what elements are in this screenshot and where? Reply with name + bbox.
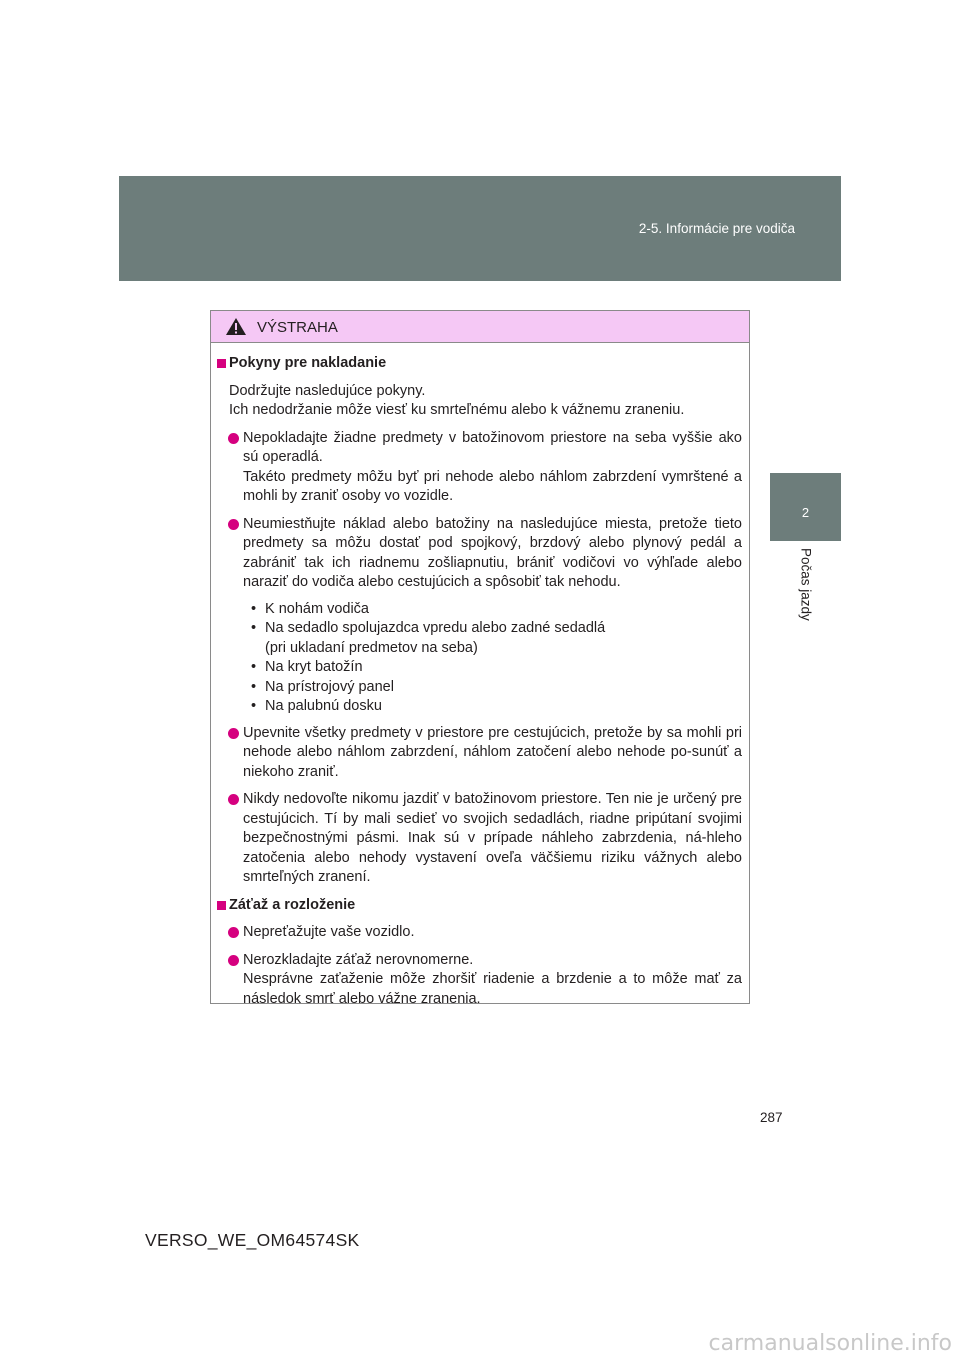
warning-title: VÝSTRAHA (257, 319, 338, 336)
bullet-item (217, 923, 742, 943)
circle-bullet-icon (228, 519, 239, 530)
chapter-label-container (770, 548, 841, 638)
page-number: 287 (760, 1110, 783, 1125)
circle-bullet-icon (228, 955, 239, 966)
bullet-text: Nerozkladajte záťaž nerovnomerne. (243, 951, 474, 968)
circle-bullet-icon (228, 433, 239, 444)
square-bullet-icon (217, 359, 226, 368)
list-item (251, 619, 742, 658)
circle-bullet-icon (228, 927, 239, 938)
bullet-text: Nikdy nedovoľte nikomu jazdiť v batožinovom priestore. Ten nie je určený pre cestujúcich. Tí by mali sedieť vo svojich sedadlách, riadne pripútaní svojimi bezpečnostnými pásmi. Inak sú v prípade náhleho zabrzdenia, ná-hleho zatočenia alebo nehody vystavení oveľa väčšiemu riziku vážnych alebo smrteľných zranení. (243, 791, 742, 885)
section-title: 2-5. Informácie pre vodiča (638, 221, 795, 236)
warning-box (210, 310, 750, 1007)
square-bullet-icon (217, 901, 226, 910)
watermark-text: carmanualsonline.info (708, 1331, 952, 1356)
bullet-item (217, 951, 742, 1010)
list-marker: • (251, 678, 257, 695)
list-marker: • (251, 620, 257, 636)
intro-line: Dodržujte nasledujúce pokyny. (229, 382, 426, 399)
list-item (251, 658, 742, 678)
bullet-text: Nepokladajte žiadne predmety v batožinovom priestore na seba vyššie ako sú operadlá. (243, 429, 742, 465)
bullet-item (217, 724, 742, 783)
section-heading-loading (217, 354, 742, 374)
intro-line: Ich nedodržanie môže viesť ku smrteľnému alebo k vážnemu zraneniu. (229, 402, 685, 418)
section-header-band (119, 176, 841, 281)
bullet-item (217, 429, 742, 507)
section-heading-load-distribution (217, 896, 742, 916)
list-marker: • (251, 698, 257, 714)
list-item (251, 678, 742, 698)
list-item-text: Na prístrojový panel (265, 678, 394, 695)
circle-bullet-icon (228, 794, 239, 805)
chapter-number: 2 (801, 505, 810, 520)
list-item-text: Na sedadlo spolujazdca vpredu alebo zadné sedadlá (265, 620, 606, 636)
warning-header (211, 311, 749, 343)
section-heading-text: Záťaž a rozloženie (229, 896, 356, 913)
list-item-text: (pri ukladaní predmetov na seba) (265, 639, 478, 656)
bullet-text: Neumiestňujte náklad alebo batožiny na nasledujúce miesta, pretože tieto predmety sa môžu dostať pod spojkový, brzdový alebo plynový pedál a zabrániť tak ich riadnemu zošliapnutiu, brániť vodičovi vo výhľade alebo naraziť do vodiča alebo cestujúcich a spôsobiť tak nehodu. (243, 515, 742, 590)
bullet-text: Takéto predmety môžu byť pri nehode alebo náhlom zabrzdení vymrštené a mohli by zraniť osoby vo vozidle. (243, 468, 742, 504)
list-item-text: K nohám vodiča (265, 600, 369, 617)
list-item-text: Na palubnú dosku (265, 698, 382, 714)
list-item (251, 697, 742, 717)
section-intro (217, 382, 742, 421)
chapter-tab (770, 473, 841, 541)
warning-triangle-icon (225, 317, 247, 336)
location-list (217, 600, 742, 717)
list-item-text: Na kryt batožín (265, 659, 363, 675)
list-item (251, 600, 742, 620)
list-marker: • (251, 659, 257, 675)
warning-body (211, 343, 749, 1009)
chapter-label: Počas jazdy (798, 548, 814, 621)
bullet-item (217, 515, 742, 593)
bullet-text: Upevnite všetky predmety v priestore pre cestujúcich, pretože by sa mohli pri nehode alebo náhlom zabrzdení, náhlom zatočení alebo nehode po-sunúť a niekoho zraniť. (243, 724, 742, 780)
bullet-text: Nepreťažujte vaše vozidlo. (243, 924, 415, 940)
section-heading-text: Pokyny pre nakladanie (229, 355, 387, 371)
bullet-item (217, 790, 742, 888)
list-marker: • (251, 600, 257, 617)
bullet-text: Nesprávne zaťaženie môže zhoršiť riadenie a brzdenie a to môže mať za následok smrť alebo vážne zranenia. (243, 971, 742, 1007)
circle-bullet-icon (228, 728, 239, 739)
document-code: VERSO_WE_OM64574SK (145, 1230, 360, 1250)
